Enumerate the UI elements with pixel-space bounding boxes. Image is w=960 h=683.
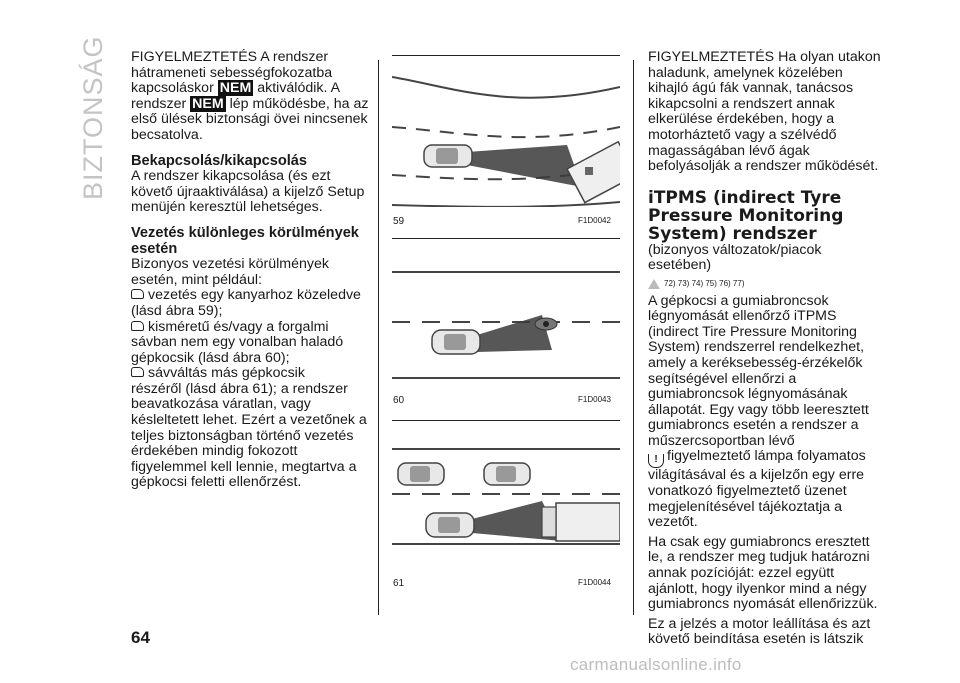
figure-code: F1D0042 — [578, 216, 611, 225]
nem-highlight: NEM — [219, 80, 252, 97]
heading-special-conditions: Vezetés különleges körülmények esetén — [131, 224, 359, 257]
figure-number: 61 — [393, 578, 405, 589]
heading-toggle: Bekapcsolás/kikapcsolás — [131, 152, 308, 169]
section-side-tab: BIZTONSÁG — [78, 35, 108, 200]
special-intro: Bizonyos vezetési körülmények esetén, mint például: — [131, 256, 329, 288]
figure-rule — [392, 420, 620, 421]
bullet-item: sávváltás más gépkocsik — [131, 366, 369, 382]
itpms-description: A gépkocsi a gumiabroncsok légnyomását ellenőrző iTPMS (indirect Tire Pressure Monitoring System) rendszerrel rendelkezhet, amely a keréksebesség-érzékelők segítségével ellenőrzi a gumiabroncsok légnyomásának állapotát. Egy vagy több leeresztett gumiabroncs esetén a rendszer a műszercsoportban lévő ! figyelmeztető lámpa folyamatos világításával és a kijelzőn egy erre vonatkozó figyelmeztető üzenet megjelenítésével tájékoztatja a vezetőt. — [648, 292, 869, 531]
column-divider — [378, 60, 379, 615]
warning-triangle-icon — [648, 279, 660, 289]
car-bullet-icon — [131, 321, 144, 331]
figure-rule — [392, 55, 620, 56]
car-bullet-icon — [131, 367, 144, 377]
bullet-continuation: részéről (lásd ábra 61); a rendszer beavatkozása váratlan, vagy késleltetett lehet. Ezért a vezetőnek a teljes biztonságban történő vezetés érdekében mindig fokozott figyelemmel kell lennie, megtartva a gépkocsi feletti ellenőrzést. — [131, 380, 367, 491]
trees-warning-paragraph: FIGYELMEZTETÉS Ha olyan utakon haladunk, amelynek közelében kihajló ágú fák vannak, tanácsos kikapcsolni a rendszert annak elkerülése érdekében, hogy a motorháztető vagy a szélvédő magasságában lévő ágak befolyásolják a rendszer működését. — [648, 49, 881, 175]
warning-references: 72) 73) 74) 75) 76) 77) — [648, 276, 886, 292]
right-text-column — [648, 50, 886, 648]
left-text-column — [131, 50, 369, 491]
figure-number: 60 — [393, 395, 405, 406]
car-bullet-icon — [131, 289, 144, 299]
footer-watermark: carmanualsonline.info — [570, 655, 742, 674]
nem-highlight: NEM — [192, 95, 224, 112]
figure-61-illustration — [392, 441, 620, 566]
heading-itpms: iTPMS (indirect Tyre Pressure Monitoring System) rendszer — [648, 187, 844, 244]
restart-paragraph: Ez a jelzés a motor leállítása és azt követő beindítása esetén is látszik — [648, 615, 871, 648]
availability-note: (bizonyos változatok/piacok esetében) — [648, 241, 822, 274]
page-number: 64 — [131, 628, 150, 647]
figure-code: F1D0043 — [578, 395, 611, 404]
bullet-item: kisméretű és/vagy a forgalmi sávban nem egy vonalban haladó gépkocsik (lásd ábra 60); — [131, 318, 344, 366]
column-divider — [633, 60, 634, 615]
tire-pressure-warning-icon: ! — [648, 454, 664, 468]
bullet-item: vezetés egy kanyarhoz közeledve (lásd ábra 59); — [131, 287, 361, 319]
single-tire-paragraph: Ha csak egy gumiabroncs eresztett le, a rendszer meg tudjuk határozni annak pozícióját: ezzel együtt ajánlott, hogy ilyenkor mind a négy gumiabroncs nyomását ellenőrizzük. — [648, 533, 878, 613]
toggle-paragraph: A rendszer kikapcsolása (és ezt követő újraaktiválása) a kijelző Setup menüjén keresztül lehetséges. — [131, 168, 365, 216]
figure-59-illustration — [392, 57, 620, 207]
figure-number: 59 — [393, 216, 405, 227]
figure-code: F1D0044 — [578, 578, 611, 587]
figure-60-illustration — [392, 260, 620, 382]
figure-rule — [392, 238, 620, 239]
warning-paragraph: FIGYELMEZTETÉS A rendszer hátrameneti sebességfokozatba kapcsoláskor NEM aktiválódik. A rendszer NEM lép működésbe, ha az első ülések biztonsági övei nincsenek becsatolva. — [131, 49, 369, 143]
